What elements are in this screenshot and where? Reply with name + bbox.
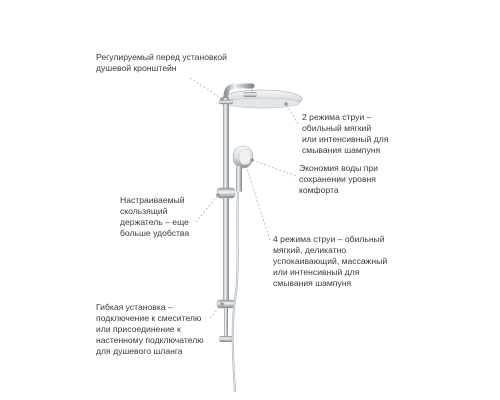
annotation-line: или присоединение к (96, 324, 181, 334)
leader-bracket (190, 78, 222, 99)
annotation-line: настенному подключателю (96, 335, 204, 345)
annotation-line: комфорта (299, 185, 339, 195)
leader-flex-dot (220, 302, 224, 306)
annotation-line: больше удобства (120, 228, 190, 238)
annotation-modes4 (273, 234, 387, 289)
annotation-line: смывания шампуня (302, 145, 381, 155)
annotation-line: 4 режима струи – обильный (273, 234, 385, 244)
bottom-pipe (224, 308, 228, 338)
annotation-line: подключение к смесителю (96, 313, 202, 323)
annotation-line: душевой кронштейн (96, 63, 177, 73)
leader-holder (196, 195, 218, 222)
annotation-line: для душевого шланга (96, 346, 183, 356)
riser-clamp-top (219, 100, 233, 104)
annotation-line: сохранении уровня (299, 174, 376, 184)
annotation-flex (96, 302, 204, 357)
annotation-modes2 (302, 112, 388, 156)
annotation-line: 2 режима струи – (302, 112, 372, 122)
annotation-line: Настраиваемый (120, 195, 185, 205)
annotation-line: смывания шампуня (273, 278, 352, 288)
leader-modes4-dot (244, 164, 248, 168)
leader-modes2 (286, 104, 298, 124)
annotation-line: обильный мягкий (302, 123, 372, 133)
annotation-line: Экономия воды при (299, 163, 378, 173)
leader-modes4 (246, 166, 270, 240)
leader-eco (252, 160, 296, 176)
riser-pipe-lower (223, 198, 229, 304)
hand-shower (233, 146, 253, 192)
riser-pipe-upper (223, 98, 229, 190)
annotation-line: или интенсивный для (273, 267, 360, 277)
annotation-line: успокаивающий, массажный (273, 256, 388, 266)
annotation-line: Регулируемый перед установкой (96, 52, 227, 62)
annotation-line: мягкий, деликатно (273, 245, 347, 255)
rain-head-face (224, 98, 300, 108)
leader-bracket-dot (220, 97, 224, 101)
annotation-eco (299, 163, 378, 196)
annotation-line: Гибкая установка – (96, 302, 173, 312)
head-connector (243, 92, 257, 97)
leader-modes2-dot (284, 102, 288, 106)
annotation-line: держатель – еще (120, 217, 189, 227)
leader-eco-dot (250, 158, 254, 162)
leader-holder-dot (216, 193, 220, 197)
annotation-bracket (96, 52, 227, 74)
diverter-body (219, 336, 233, 342)
sliding-holder (217, 188, 235, 198)
annotation-line: скользящий (120, 206, 168, 216)
annotation-line: или интенсивный для (302, 134, 389, 144)
wall-bracket-lower (217, 300, 235, 308)
annotation-holder (120, 195, 189, 239)
